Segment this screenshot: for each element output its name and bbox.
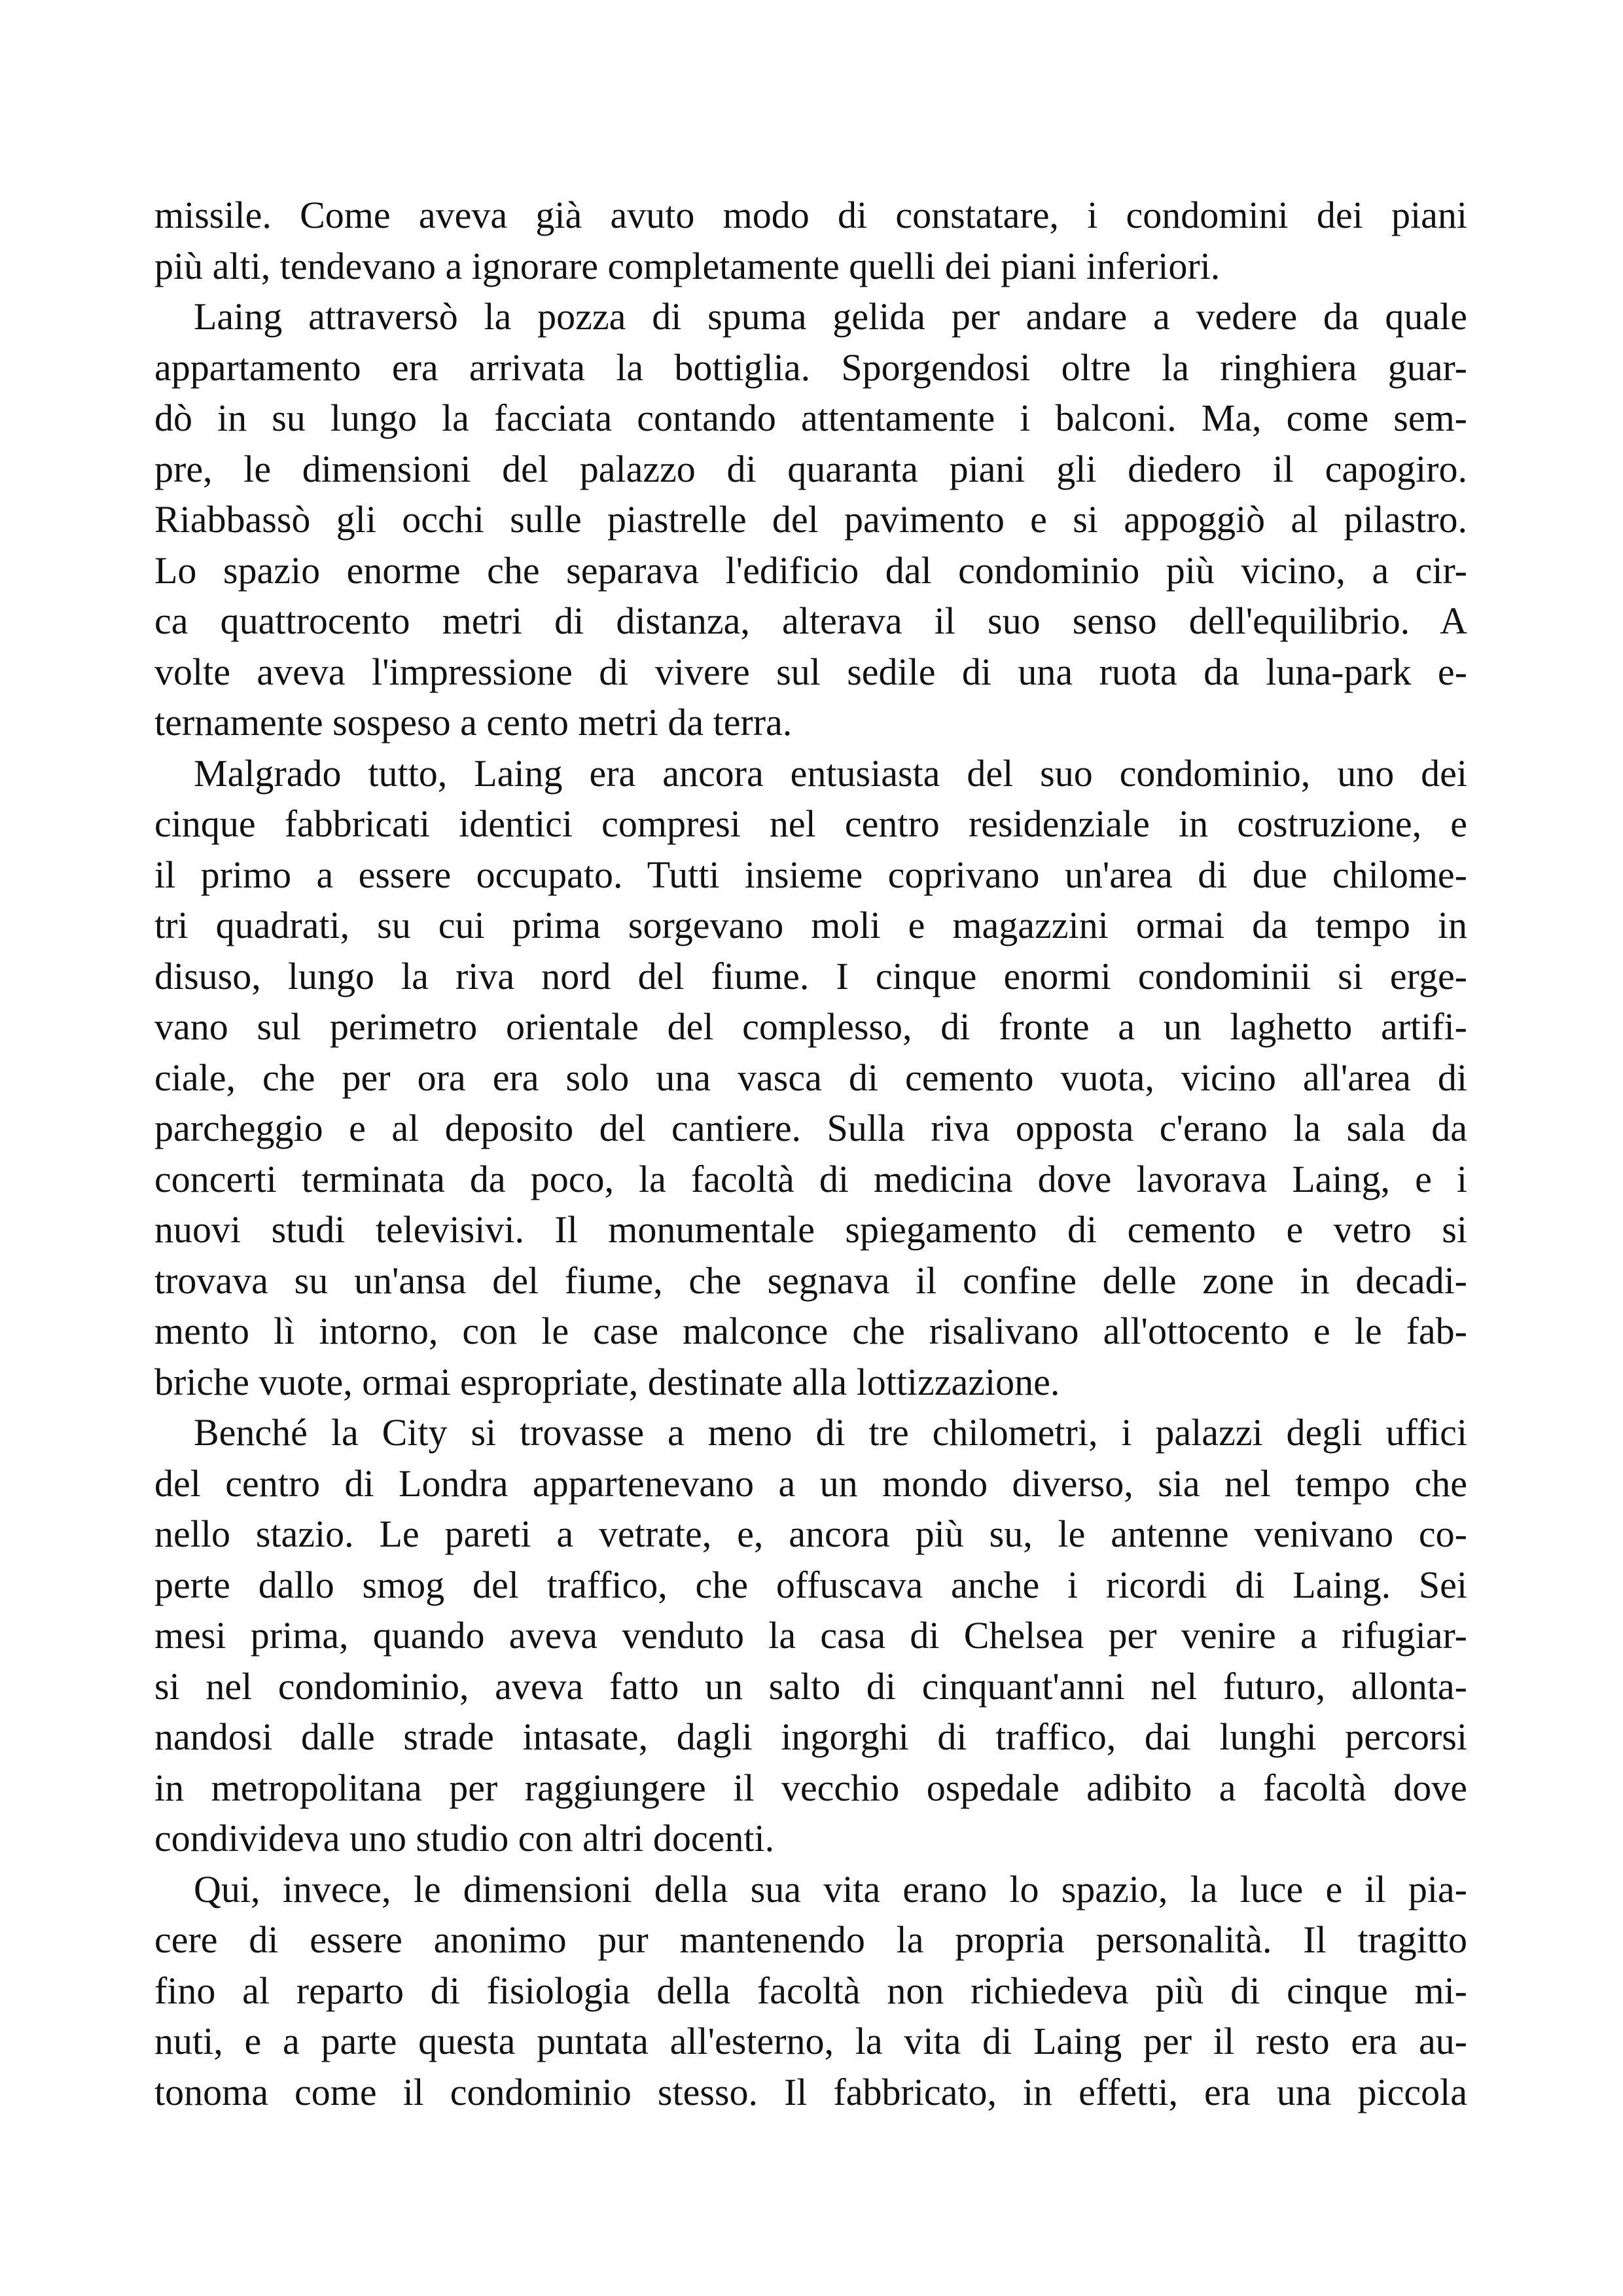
text-line: mesi prima, quando aveva venduto la casa di Chelsea per venire a rifugiar- xyxy=(154,1614,1467,1657)
text-line: più alti, tendevano a ignorare completamente quelli dei piani inferiori. xyxy=(154,244,1221,287)
text-line: Laing attraversò la pozza di spuma gelida per andare a vedere da quale xyxy=(194,295,1467,338)
text-line: il primo a essere occupato. Tutti insieme coprivano un'area di due chilome- xyxy=(154,853,1467,896)
text-line: fino al reparto di fisiologia della facoltà non richiedeva più di cinque mi- xyxy=(154,1969,1467,2012)
text-line: Benché la City si trovasse a meno di tre chilometri, i palazzi degli uffici xyxy=(194,1411,1467,1454)
text-line: Riabbassò gli occhi sulle piastrelle del pavimento e si appoggiò al pilastro. xyxy=(154,498,1467,541)
text-line: ca quattrocento metri di distanza, alterava il suo senso dell'equilibrio. A xyxy=(154,600,1467,642)
text-line: in metropolitana per raggiungere il vecchio ospedale adibito a facoltà dove xyxy=(154,1766,1467,1809)
text-line: mento lì intorno, con le case malconce che risalivano all'ottocento e le fab- xyxy=(154,1310,1467,1352)
text-line: disuso, lungo la riva nord del fiume. I cinque enormi condominii si erge- xyxy=(154,954,1467,997)
text-line: tri quadrati, su cui prima sorgevano moli e magazzini ormai da tempo in xyxy=(154,904,1467,946)
text-line: ternamente sospeso a cento metri da terra. xyxy=(154,701,793,744)
text-line: Qui, invece, le dimensioni della sua vita erano lo spazio, la luce e il pia- xyxy=(194,1867,1467,1910)
text-line: Lo spazio enorme che separava l'edificio dal condominio più vicino, a cir- xyxy=(154,548,1467,592)
body-text xyxy=(154,190,1467,2117)
text-line: nandosi dalle strade intasate, dagli ingorghi di traffico, dai lunghi percorsi xyxy=(154,1715,1467,1758)
text-line: dò in su lungo la facciata contando attentamente i balconi. Ma, come sem- xyxy=(154,397,1467,439)
text-line: tonoma come il condominio stesso. Il fabbricato, in effetti, era una piccola xyxy=(154,2070,1467,2113)
text-line: trovava su un'ansa del fiume, che segnava il confine delle zone in decadi- xyxy=(154,1259,1467,1302)
text-line: parcheggio e al deposito del cantiere. Sulla riva opposta c'erano la sala da xyxy=(154,1107,1467,1149)
text-line: vano sul perimetro orientale del complesso, di fronte a un laghetto artifi- xyxy=(154,1005,1467,1048)
text-line: perte dallo smog del traffico, che offuscava anche i ricordi di Laing. Sei xyxy=(154,1563,1467,1606)
text-line: nuovi studi televisivi. Il monumentale spiegamento di cemento e vetro si xyxy=(154,1208,1467,1251)
text-line: volte aveva l'impressione di vivere sul sedile di una ruota da luna-park e- xyxy=(154,650,1467,693)
text-line: ciale, che per ora era solo una vasca di cemento vuota, vicino all'area di xyxy=(154,1056,1467,1099)
text-line: cere di essere anonimo pur mantenendo la propria personalità. Il tragitto xyxy=(154,1918,1467,1961)
text-line: briche vuote, ormai espropriate, destinate alla lottizzazione. xyxy=(154,1360,1060,1403)
text-line: nello stazio. Le pareti a vetrate, e, ancora più su, le antenne venivano co- xyxy=(154,1513,1467,1555)
text-line: pre, le dimensioni del palazzo di quaranta piani gli diedero il capogiro. xyxy=(154,447,1467,490)
text-line: nuti, e a parte questa puntata all'esterno, la vita di Laing per il resto era au- xyxy=(154,2020,1467,2062)
text-line: cinque fabbricati identici compresi nel centro residenziale in costruzione, e xyxy=(154,802,1467,845)
text-line: Malgrado tutto, Laing era ancora entusiasta del suo condominio, uno dei xyxy=(194,751,1467,795)
text-line: appartamento era arrivata la bottiglia. Sporgendosi oltre la ringhiera guar- xyxy=(154,346,1467,389)
text-line: condivideva uno studio con altri docenti. xyxy=(154,1817,775,1859)
text-line: concerti terminata da poco, la facoltà di medicina dove lavorava Laing, e i xyxy=(154,1157,1467,1200)
text-line: missile. Come aveva già avuto modo di constatare, i condomini dei piani xyxy=(154,194,1467,236)
text-line: si nel condominio, aveva fatto un salto di cinquant'anni nel futuro, allonta- xyxy=(154,1664,1467,1708)
text-line: del centro di Londra appartenevano a un mondo diverso, sia nel tempo che xyxy=(154,1462,1467,1505)
